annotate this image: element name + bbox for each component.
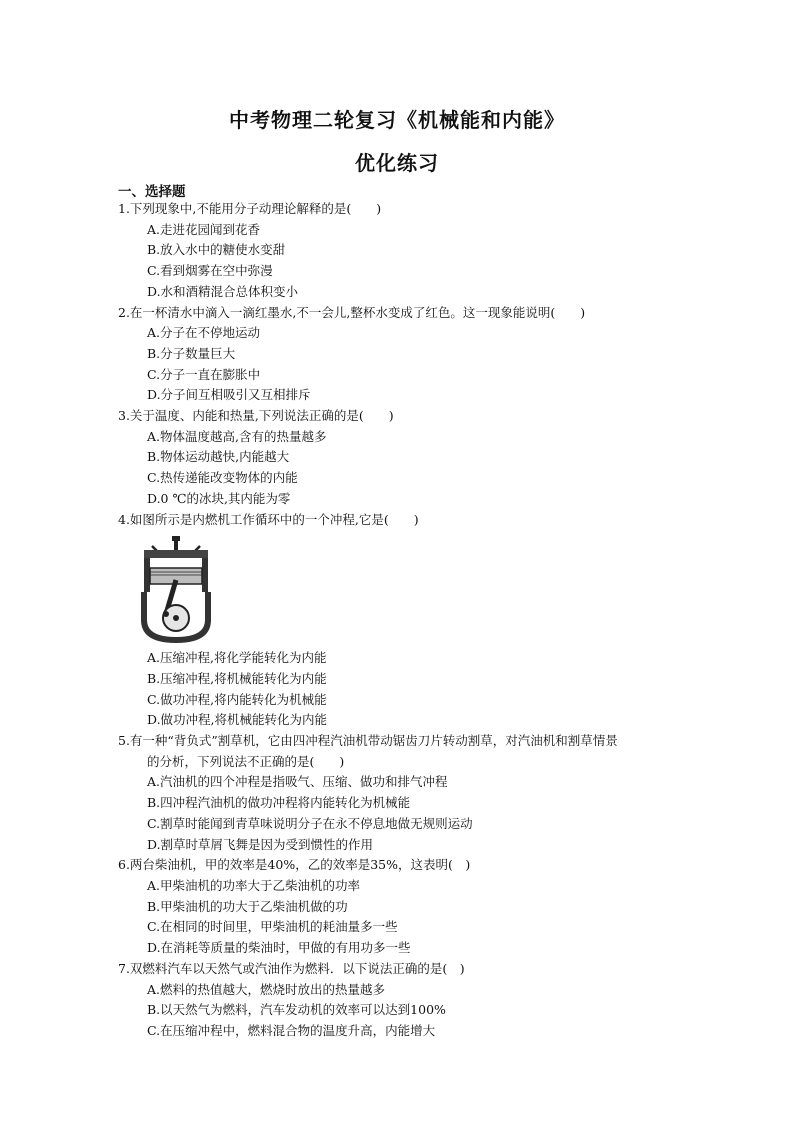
question-stem: 5.有一种“背负式”割草机，它由四冲程汽油机带动锯齿刀片转动割草，对汽油机和割草情景 bbox=[118, 733, 618, 749]
option-b: B.以天然气为燃料，汽车发动机的效率可以达到100% bbox=[147, 1002, 446, 1018]
option-a: A.甲柴油机的功率大于乙柴油机的功率 bbox=[147, 877, 361, 893]
question-5 bbox=[118, 731, 708, 855]
question-stem: 6.两台柴油机，甲的效率是40%，乙的效率是35%，这表明( ) bbox=[118, 857, 471, 873]
option-d: D.0 ℃的冰块,其内能为零 bbox=[147, 490, 291, 506]
option-b: B.物体运动越快,内能越大 bbox=[147, 449, 290, 465]
question-stem-continued: 的分析，下列说法不正确的是( ) bbox=[147, 753, 345, 769]
option-b: B.甲柴油机的功大于乙柴油机做的功 bbox=[147, 898, 348, 914]
option-b: B.放入水中的糖使水变甜 bbox=[147, 242, 286, 258]
option-d: D.割草时草屑飞舞是因为受到惯性的作用 bbox=[147, 836, 374, 852]
option-d: D.做功冲程,将机械能转化为内能 bbox=[147, 712, 328, 728]
internal-combustion-engine-diagram bbox=[132, 534, 224, 644]
question-stem: 3.关于温度、内能和热量,下列说法正确的是( ) bbox=[118, 408, 394, 424]
question-stem: 2.在一杯清水中滴入一滴红墨水,不一会儿,整杯水变成了红色。这一现象能说明( ) bbox=[118, 304, 586, 320]
option-d: D.分子间互相吸引又互相排斥 bbox=[147, 387, 311, 403]
document-title: 中考物理二轮复习《机械能和内能》 bbox=[229, 108, 565, 132]
option-d: D.在消耗等质量的柴油时，甲做的有用功多一些 bbox=[147, 940, 411, 956]
option-a: A.燃料的热值越大，燃烧时放出的热量越多 bbox=[147, 981, 386, 997]
option-c: C.割草时能闻到青草味说明分子在永不停息地做无规则运动 bbox=[147, 815, 473, 831]
question-stem: 7.双燃料汽车以天然气或汽油作为燃料．以下说法正确的是( ) bbox=[118, 960, 465, 976]
question-stem: 4.如图所示是内燃机工作循环中的一个冲程,它是( ) bbox=[118, 511, 419, 527]
document-subtitle: 优化练习 bbox=[355, 151, 439, 175]
question-3 bbox=[118, 406, 708, 510]
option-a: A.走进花园闻到花香 bbox=[147, 221, 261, 237]
question-2 bbox=[118, 303, 708, 407]
option-c: C.看到烟雾在空中弥漫 bbox=[147, 263, 273, 279]
option-c: C.分子一直在膨胀中 bbox=[147, 366, 261, 382]
option-a: A.压缩冲程,将化学能转化为内能 bbox=[147, 650, 327, 666]
question-6 bbox=[118, 855, 708, 959]
section-heading: 一、选择题 bbox=[118, 184, 186, 200]
option-a: A.分子在不停地运动 bbox=[147, 325, 261, 341]
option-a: A.汽油机的四个冲程是指吸气、压缩、做功和排气冲程 bbox=[147, 774, 448, 790]
question-1 bbox=[118, 199, 708, 303]
option-a: A.物体温度越高,含有的热量越多 bbox=[147, 428, 327, 444]
question-7 bbox=[118, 959, 708, 1042]
question-list bbox=[118, 199, 708, 1042]
option-b: B.四冲程汽油机的做功冲程将内能转化为机械能 bbox=[147, 795, 411, 811]
option-c: C.做功冲程,将内能转化为机械能 bbox=[147, 691, 327, 707]
option-b: B.分子数量巨大 bbox=[147, 345, 236, 361]
question-stem: 1.下列现象中,不能用分子动理论解释的是( ) bbox=[118, 201, 382, 216]
engine-stroke-figure bbox=[118, 534, 708, 646]
question-4 bbox=[118, 510, 708, 732]
option-d: D.水和酒精混合总体积变小 bbox=[147, 283, 299, 299]
option-c: C.在相同的时间里，甲柴油机的耗油量多一些 bbox=[147, 919, 398, 935]
option-c: C.在压缩冲程中，燃料混合物的温度升高，内能增大 bbox=[147, 1022, 436, 1038]
option-b: B.压缩冲程,将机械能转化为内能 bbox=[147, 670, 327, 686]
option-c: C.热传递能改变物体的内能 bbox=[147, 470, 298, 486]
